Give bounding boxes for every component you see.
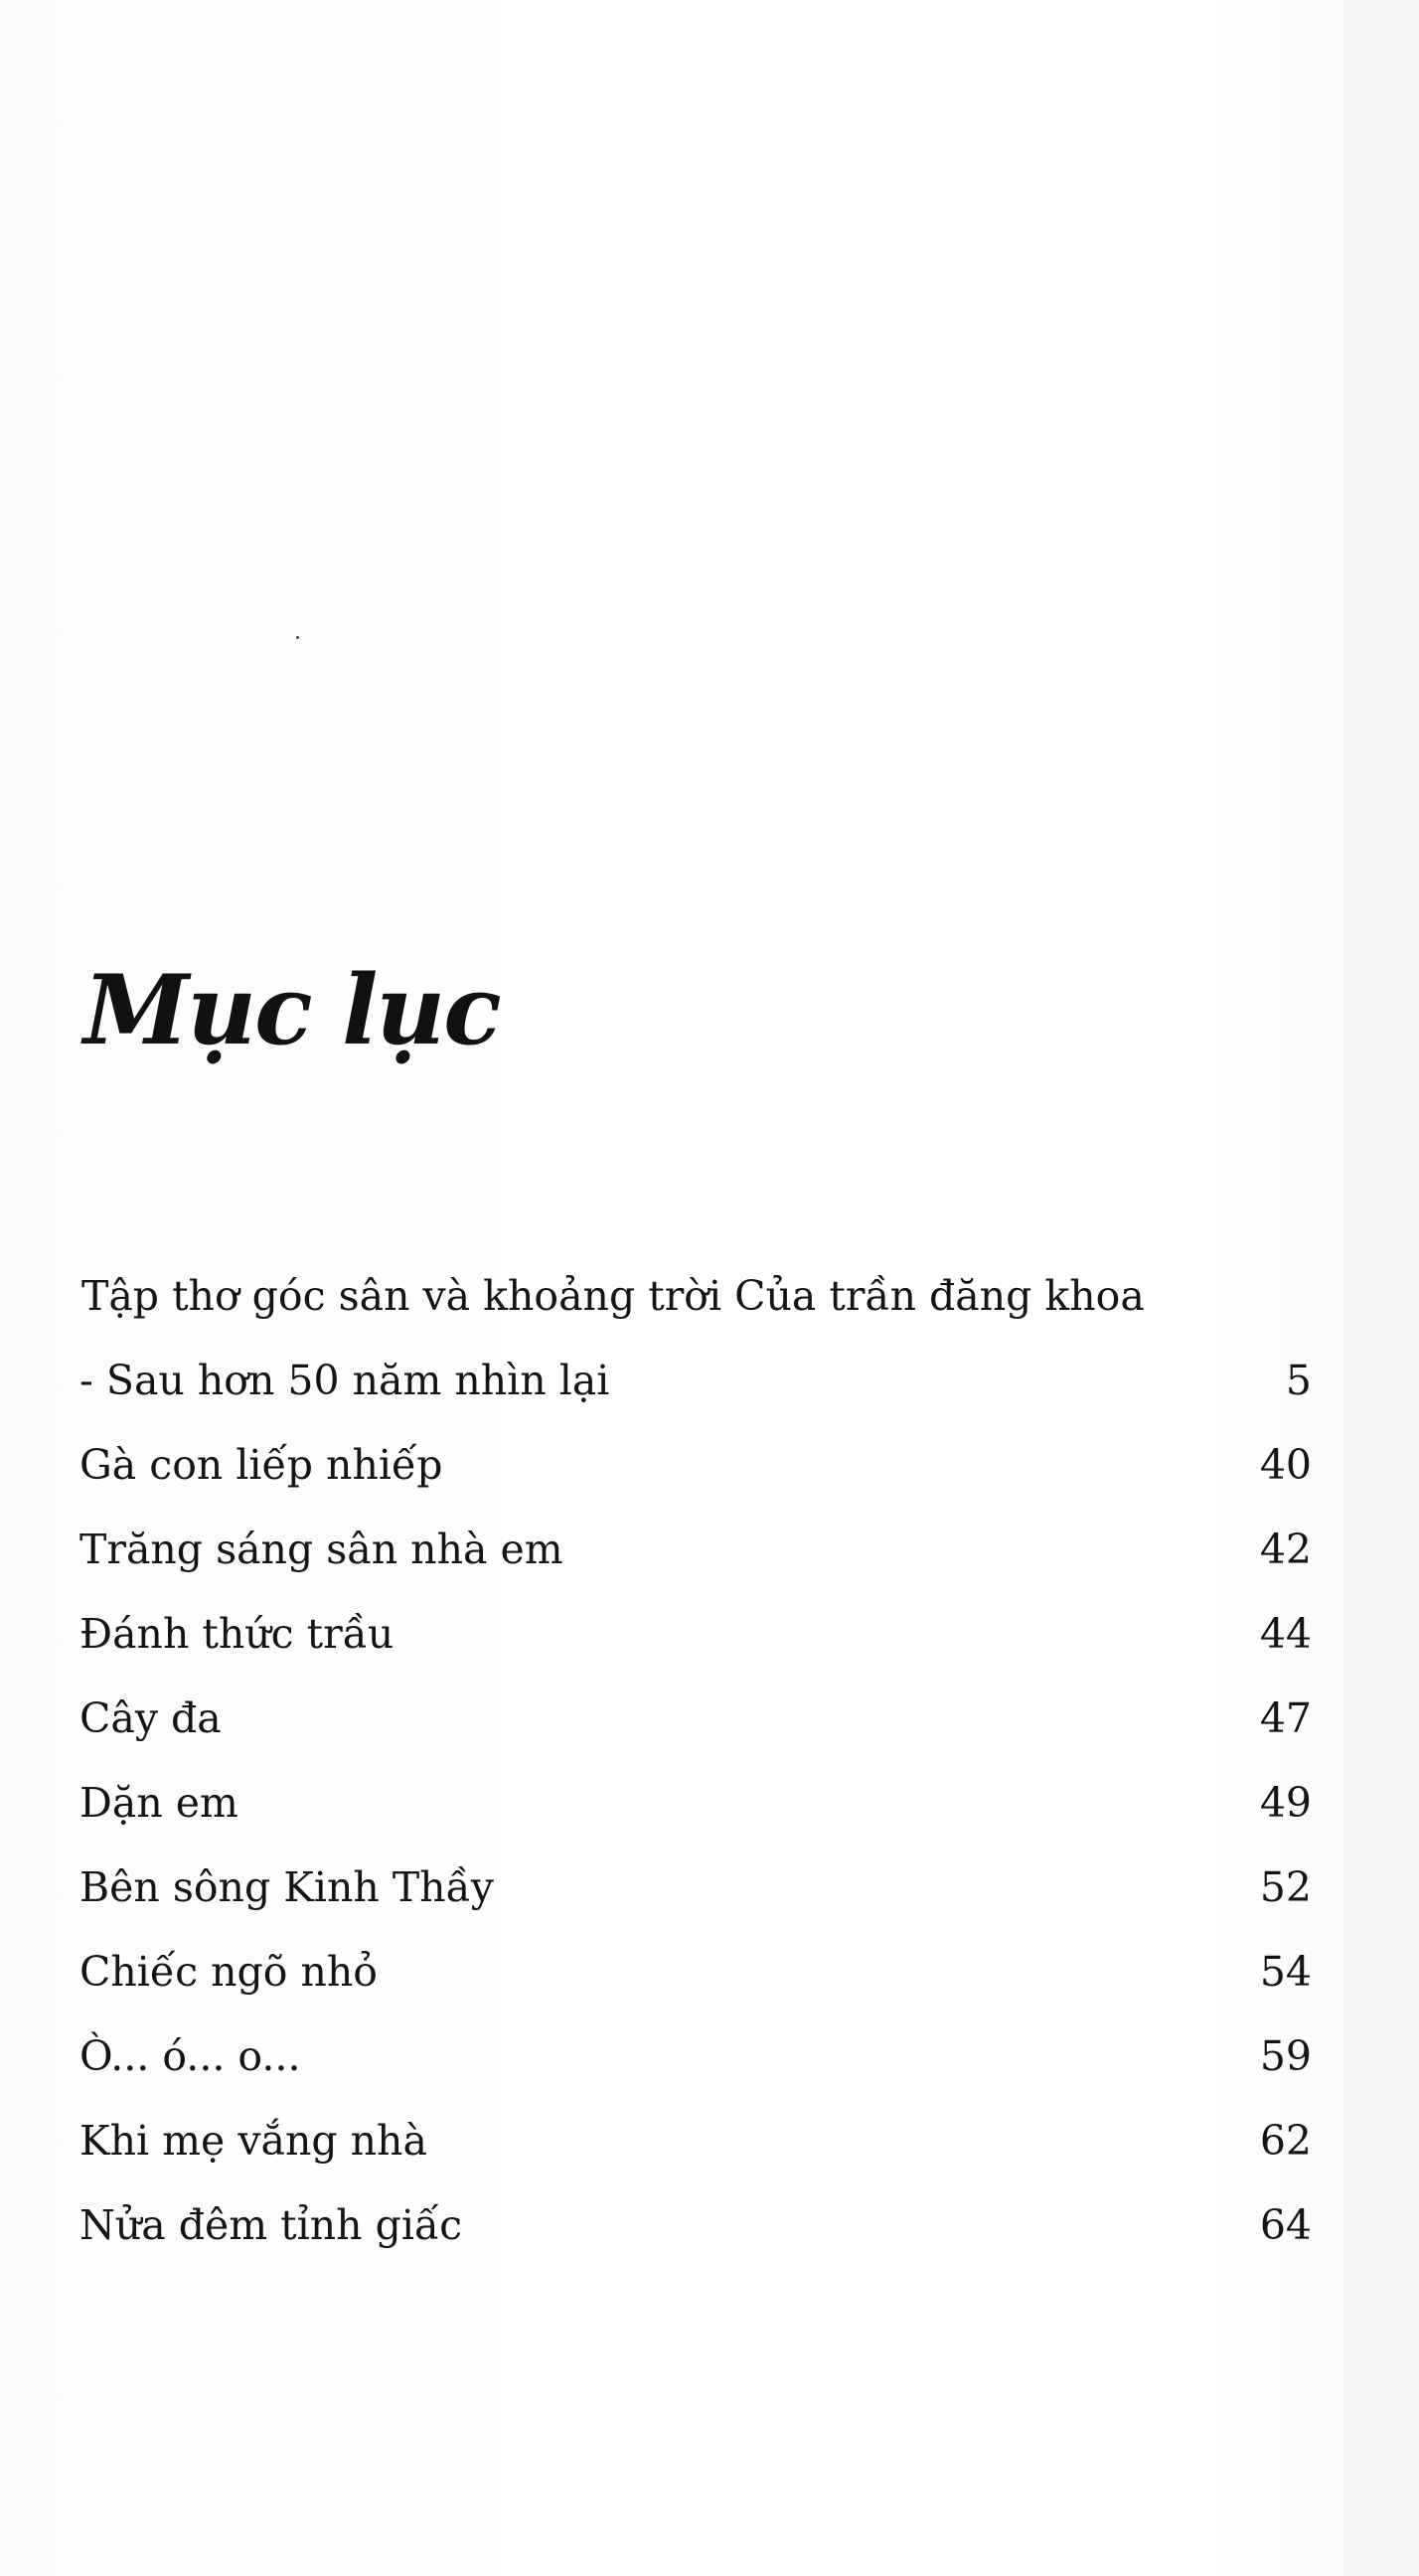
toc-entry <box>79 2183 1312 2268</box>
toc-entry-page: 42 <box>1259 1526 1312 1573</box>
toc-entry <box>79 2099 1312 2183</box>
toc-entry-title: Dặn em <box>79 1779 238 1827</box>
toc-entry-page: 49 <box>1259 1779 1312 1827</box>
toc-entry <box>79 1254 1312 1339</box>
toc-entry-page: 54 <box>1259 1948 1312 1996</box>
toc-entry <box>79 1508 1312 1592</box>
toc-entry-page: 40 <box>1259 1441 1312 1489</box>
toc-entry-page: 64 <box>1259 2201 1312 2249</box>
toc-entry-page: 5 <box>1285 1357 1312 1404</box>
ink-speck <box>296 636 299 639</box>
toc-entry-page: 44 <box>1259 1610 1312 1658</box>
toc-entry-title: Khi mẹ vắng nhà <box>79 2117 427 2165</box>
toc-entry-title: Nửa đêm tỉnh giấc <box>79 2201 463 2249</box>
table-of-contents <box>79 1254 1312 2268</box>
toc-entry <box>79 1339 1312 1423</box>
toc-entry-page: 62 <box>1259 2117 1312 2165</box>
toc-entry-title: Đánh thức trầu <box>79 1610 394 1658</box>
toc-entry-page: 52 <box>1259 1863 1312 1911</box>
toc-entry-page: 59 <box>1259 2032 1312 2080</box>
toc-entry <box>79 2014 1312 2099</box>
toc-entry-title: Tập thơ góc sân và khoảng trời Của trần đăng khoa <box>81 1272 1145 1320</box>
toc-entry-title: Cây đa <box>79 1694 222 1742</box>
toc-entry-page: 47 <box>1259 1694 1312 1742</box>
toc-entry-title: Ò... ó... o... <box>79 2032 301 2080</box>
toc-entry-title: - Sau hơn 50 năm nhìn lại <box>79 1357 610 1404</box>
page-title: Mục lục <box>83 954 500 1067</box>
toc-entry <box>79 1846 1312 1930</box>
toc-entry <box>79 1677 1312 1761</box>
toc-entry-title: Bên sông Kinh Thầy <box>79 1863 494 1911</box>
toc-entry <box>79 1761 1312 1846</box>
toc-entry-title: Gà con liếp nhiếp <box>79 1441 443 1489</box>
toc-entry-title: Chiếc ngõ nhỏ <box>79 1948 378 1996</box>
toc-entry-title: Trăng sáng sân nhà em <box>79 1526 563 1573</box>
toc-entry <box>79 1592 1312 1677</box>
toc-entry <box>79 1930 1312 2014</box>
toc-entry <box>79 1423 1312 1508</box>
